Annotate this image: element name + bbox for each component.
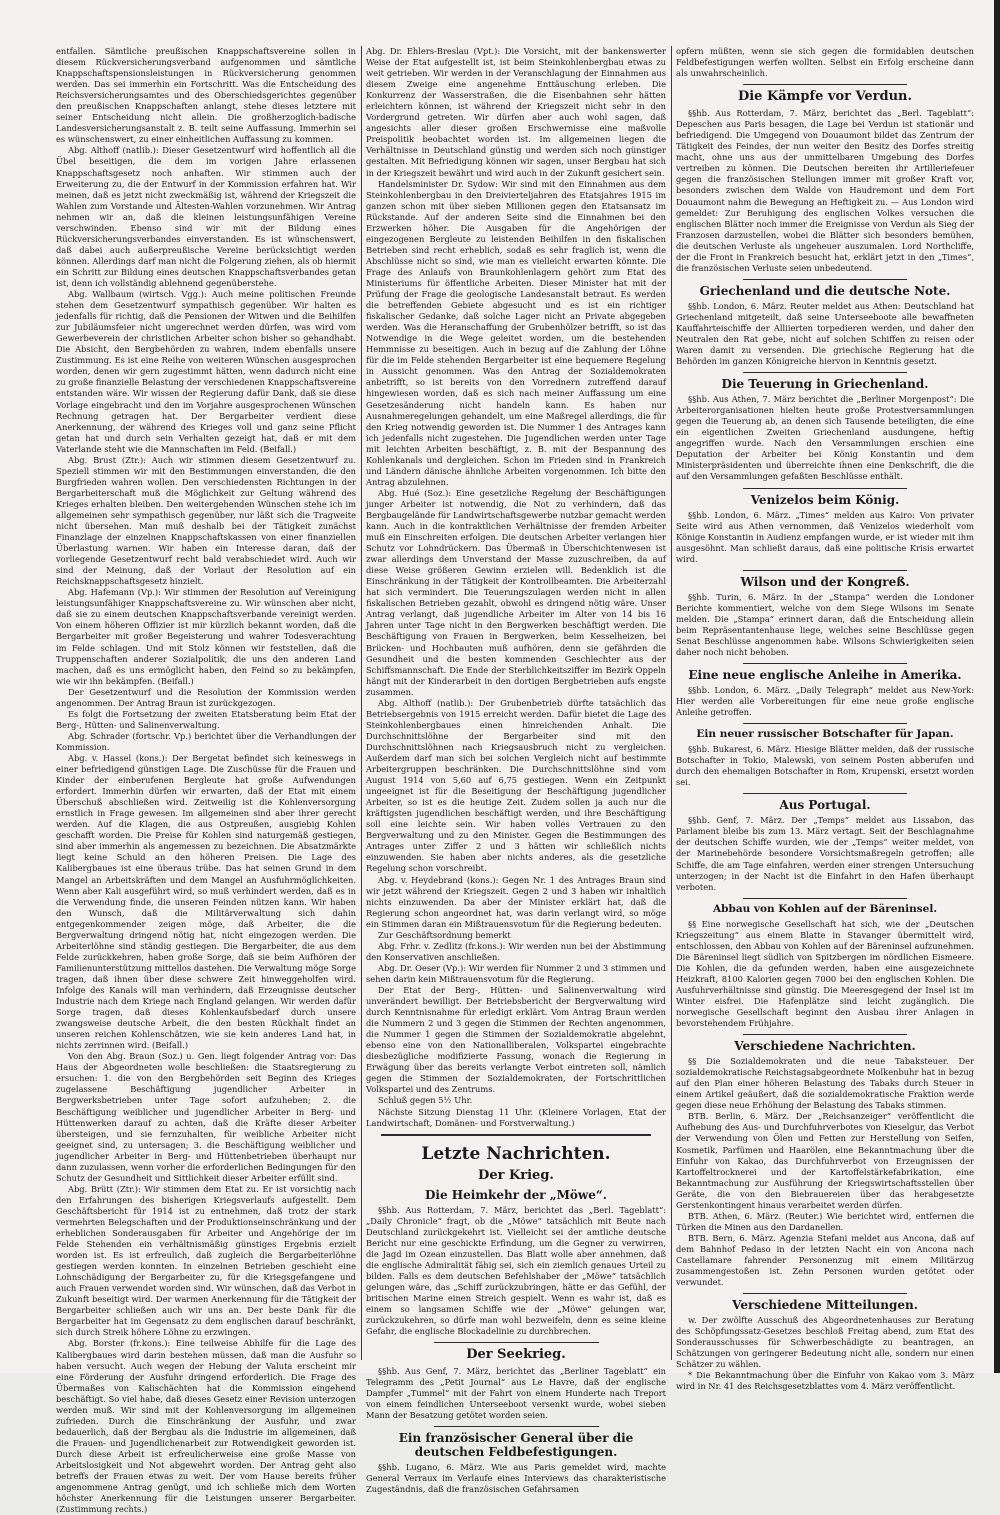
divider bbox=[743, 1293, 907, 1294]
heading-naval-war: Der Seekrieg. bbox=[466, 1347, 566, 1363]
column-1 bbox=[56, 46, 356, 1515]
article-paragraph: Abg. Brütt (Ztr.): Wir stimmen dem Etat zu. Er ist vorsichtig nach den Erfahrungen des bisherigen Kriegsverlaufs aufgestellt. Dem Geschäftsbericht für 1914 ist zu entnehmen, daß trotz der stark vermehrten Belegschaften und der Produktionseinschränkung und der erheblichen Sonderausgaben für Arbeiter und Angehörige der im Felde Stehenden ein verhältnismäßig günstiges Ergebnis erzielt worden ist. Es ist erfreulich, daß zugleich die Bergarbeiterlöhne gestiegen werden konnten. In einzelnen Betrieben geschieht eine Lohnschädigung der Bergarbeiter zu, für die Kriegsgefangene und auch Frauen verwendet worden sind. Wir wünschen, daß das Verbot in Zukunft beseitigt wird. Der warmen Anerkennung für die Tätigkeit der Bergarbeiter schließen auch wir uns an. Der beste Dank für die Bergarbeiter hat im Gegensatz zu dem englischen darauf beschränkt, sich durch Streik höhere Löhne zu erzwingen. bbox=[56, 1183, 356, 1338]
divider bbox=[743, 570, 907, 571]
divider bbox=[743, 793, 907, 794]
divider bbox=[743, 372, 907, 373]
article-paragraph: §§hb. London, 6. März. „Times“ melden aus Kairo: Von privater Seite wird aus Athen vernommen, daß Venizelos wiederholt vom Könige Konstantin in Audienz empfangen wurde, er ist wieder mit ihm ausgesöhnt. Man schließt daraus, daß eine politische Krisis erwartet wird. bbox=[676, 509, 974, 564]
article-paragraph: §§hb. Aus Genf, 7. März, berichtet das „Berliner Tageblatt“ ein Telegramm des „Petit Journal“ aus Le Havre, daß der englische Dampfer „Tummel“ mit der Fahrt von einem Hunderte nach Treport von einem feindlichen Unterseeboot versenkt wurde, wobei sieben Mann der Besatzung getötet worden seien. bbox=[366, 1366, 666, 1421]
article-paragraph: BTB. Berlin, 6. März. Der „Reichsanzeiger“ veröffentlicht die Aufhebung des Aus- und Durchfuhrverbotes von Kieselgur, das Verbot der Verwendung von Ölen und Fetten zur Herstellung von Seifen, Kosmetik, Parfümen und Haarölen, eine Bekanntmachung über die Einfuhr von Kakao, das Durchfuhrverbot von Erzeugnissen der Kartoffeltrocknerei und der Kartoffelstärkefabrikation, eine Bekanntmachung zur Ausführung der Kriegswirtschaftsstellen über Geräte, die von den Biebrauereien über das herabgesetzte Gerstenkontingent hinaus verarbeitet werden dürfen. bbox=[676, 1111, 974, 1210]
article-paragraph: §§hb. Genf, 7. März. Der „Temps“ meldet aus Lissabon, das Parlament bleibe bis zum 13. März vertagt. Seit der Beschlagnahme der deutschen Schiffe wurden, wie der „Temps“ weiter meldet, von der Marinebehörde besondere Vorsichtsmaßregeln getroffen; alle Schiffe, die am Tage einfahren, werden einer strengen Untersuchung unterzogen; in der Nacht ist die Einfahrt in den Hafen überhaupt verboten. bbox=[676, 815, 974, 892]
article-paragraph: §§ Eine norwegische Gesellschaft hat sich, wie der „Deutschen Kriegszeitung“ aus einem Blatte in Stavanger übermittelt wird, entschlossen, den Abbau von Kohlen auf der Bäreninsel aufzunehmen. Die Bäreninsel liegt südlich von Spitzbergen im nördlichen Eismeere. Die Kohlen, die da gefunden werden, haben eine ausgezeichnete Heizkraft, 8100 Kalorien gegen 7000 bei den englischen Kohlen. Die Ausfuhrverhältnisse sind günstig. Die Meeresgegend der Insel ist im Winter eisfrei. Die Hafenplätze sind leicht zugänglich. Die norwegische Gesellschaft beginnt den Ausbau ihrer Anlagen in bevorstehendem Frühjahre. bbox=[676, 918, 974, 1029]
heading-moewe: Die Heimkehr der „Möwe“. bbox=[425, 1187, 607, 1202]
article-paragraph: Nächste Sitzung Dienstag 11 Uhr. (Kleinere Vorlagen, Etat der Landwirtschaft, Domänen- und Forstverwaltung.) bbox=[366, 1106, 666, 1128]
article-paragraph: Abg. Borster (fr.kons.): Eine teilweise Abhilfe für die Lage des Kalibergbaues wird darin bestehen müssen, daß man die Ausfuhr so haben versucht. Auch wegen der Hebung der Valuta erscheint mir eine Förderung der Ausfuhr dringend erforderlich. Die Frage des Übermaßes von Kalischächten hat die Kommission eingehend beschäftigt. So viel habe, daß dieses Gesetz einer Revision unterzogen werden muß. Wir sind mit der Kohlenversorgung im allgemeinen zufrieden. Durch die Einschränkung der Ausfuhr, und zwar bedauerlich, daß der Bergbau als die Industrie im allgemeinen, daß die Frauen- und Jugendlichenarbeit zur Rotwendigkeit geworden ist. Durch diese Arbeit ist erfreulicherweise eine große Masse von Arbeitslosigkeit und Not abgewehrt worden. Der Antrag geht also betreffs der Frauen etwas zu weit. Der vom Hause bereits früher angenommene Antrag genügt, und ich schließe mich dem Worten höchster Anerkennung für die Leistungen unserer Bergarbeiter. (Zustimmung rechts.) bbox=[56, 1338, 356, 1515]
heading-portugal: Aus Portugal. bbox=[779, 798, 871, 813]
article-paragraph: Abg. Wallbaum (wirtsch. Vgg.): Auch meine politischen Freunde stehen dem Gesetzentwurf sympathisch gegenüber. Wir halten es jedenfalls für richtig, daß die Pensionen der Witwen und die Beihilfen zur Jubiläumsfeier nicht ungerechnet werden dürfen, was wird vom Gewerbeverein der christlichen Arbeiter schon bisher so gehandhabt. Die Absicht, den Bergbehörden zu wahren, indem ebenfalls unsere Zustimmung. Es ist eine Reihe von weiteren Wünschen ausgesprochen worden, denen wir gern zugestimmt hätten, wenn dadurch nicht eine zu große finanzielle Belastung der verschiedenen Knappschaftsvereine entstanden wäre. Wir wissen der Regierung dafür Dank, daß sie diese Vorlage eingebracht und den im Vorjahre ausgesprochenen Wünschen Rechnung getragen hat. Der Bergarbeiter verdient diese Anerkennung, der während des Krieges voll und ganz seine Pflicht getan hat und durch sein Verhalten gezeigt hat, daß er mit dem Vaterlande steht wie die Mannschaften im Feld. (Beifall.) bbox=[56, 289, 356, 454]
article-paragraph: §§ Die Sozialdemokraten und die neue Tabaksteuer. Der sozialdemokratische Reichstagsabgeordnete Molkenbuhr hat in bezug auf den Plan einer höheren Belastung des Tabaks durch Steuer in einem Artikel geäußert, daß die sozialdemokratische Fraktion werde gegen diese neue Erhöhung der Belastung des Tabaks stimmen. bbox=[676, 1056, 974, 1111]
article-paragraph: §§hb. Aus Rotterdam, 7. März, berichtet das „Berl. Tageblatt“: „Daily Chronicle“ fragt, ob die „Möwe“ tatsächlich mit Beute nach Deutschland zurückgekehrt ist. Vielleicht sei der amtliche deutsche Bericht nur eine geschickte Erfindung, um die Gegner zu verwirren, die Jagd im Ozean einzustellen. Das Blatt wolle aber annehmen, daß die englische Admiralität fähig sei, sich ein ziemlich genaues Urteil zu bilden. Falls es dem deutschen Befehlshaber der „Möwe“ tatsächlich gelungen wäre, das „Schiff zurückzubringen, hätte er das Gefühl, der britischen Marine einen Streich gespielt. Wenn es wahr ist, daß es einem so langsamen Schiffe wie der „Möwe“ gelungen war, zurückzukehren, so dürfe man wohl bezweifeln, denn es seine kleine Gefahr, die englische Blockadelinie zu durchbrechen. bbox=[366, 1204, 666, 1337]
article-paragraph: §§hb. Aus Athen, 7. März berichtet die „Berliner Morgenpost“: Die Arbeiterorganisationen hielten heute große Protestversammlungen gegen die Teuerung ab, an denen sich Tausende beteiligten, die eine ein eigentlichen Zweiten Griechenland ausdungene, heftig angegriffen wurde. Nach den Versammlungen erschien eine Deputation der Arbeiter bei König Konstantin und dem Ministerpräsidenten und überreichte ihnen eine Denkschrift, die die auf den Versammlungen gefaßten Beschlüsse enthält. bbox=[676, 394, 974, 482]
article-paragraph: §§hb. Aus Rotterdam, 7. März, berichtet das „Berl. Tageblatt“: Depeschen aus Paris besagen, die Lage bei Verdun ist stationär und befriedigend. Die Umgegend von Douaumont bildet das Zentrum der Tätigkeit des Feindes, der nun weiter den Besitz des Dorfes streitig macht, ohne uns aus der unmittelbaren Umgebung des Dorfes vertreiben zu können. Die Deutschen bereiten ihr Artilleriefeuer gegen die französischen Stellungen immer mit großer Kraft vor, besonders zwischen dem Walde von Haudremont und dem Fort Douaumont nahm die Bewegung an Heftigkeit zu. — Aus London wird gemeldet: Zur Beruhigung des englischen Volkes versuchen die englischen Blätter noch immer die Ereignisse von Verdun als Sieg der Franzosen darzustellen, wobei die Blätter sich besonders bemühen, die deutschen Verluste als ungeheuer auszumalen. Lord Northcliffe, der die Front in Frankreich besucht hat, erklärt jetzt in den „Times“, die französischen Verluste seien unbedeutend. bbox=[676, 108, 974, 273]
article-paragraph: BTB. Athen, 6. März. (Reuter.) Wie berichtet wird, entfernen die Türken die Minen aus den Dardanellen. bbox=[676, 1210, 974, 1232]
article-paragraph: §§hb. Turin, 6. März. In der „Stampa“ werden die Londoner Berichte kommentiert, welche von dem Siege Wilsons im Senate melden. Die „Stampa“ erinnert daran, daß die Entscheidung allein beim Repräsentantenhause liege, welches seine Beschlüsse gegen Senat Beschlüsse angenommen habe. Wilsons Schwierigkeiten seien daher noch nicht behoben. bbox=[676, 591, 974, 657]
article-paragraph: Zur Geschäftsordnung bemerkt bbox=[378, 929, 511, 940]
heading-greece-prices: Die Teuerung in Griechenland. bbox=[721, 377, 929, 392]
scan-edge bbox=[994, 0, 1000, 1373]
article-paragraph: Abg. Althoff (natlib.): Der Grubenbetrieb dürfte tatsächlich das Betriebsergebnis von 1915 erreicht werden. Dafür bietet die Lage des Steinkohlenbergbaues einen hinreichenden Anhalt. Die Durchschnittslöhne der Bergarbeiter sind mit den Durchschnittslöhnen nach Kriegsausbruch nicht zu vergleichen. Außerdem darf man sich bei solchen Vergleich nicht auf bestimmte Arbeitergruppen beschränken. Die Durchschnittslöhne sind vom August 1914 von 5,60 auf 6,75 gestiegen. Wenn ein Zeitpunkt ungeeignet ist für die Beseitigung der Beschäftigung jugendlicher Arbeiter, so ist es die heutige Zeit. Zudem sollen ja auch nur die kräftigsten jugendlichen beschäftigt werden, und ihre Beschäftigung soll eine leichte sein. Wir haben volles Vertrauen zu den Bergverwaltung und zu den Minister. Gegen die Bestimmungen des Antrages unter Ziffer 2 und 3 hätten wir schließlich nichts einzuwenden. Sie haben aber nichts anderes, als die gesetzliche Regelung schon vorschreibt. bbox=[366, 697, 666, 874]
heading-verdun: Die Kämpfe vor Verdun. bbox=[737, 89, 913, 105]
article-paragraph: Abg. Dr. Ehlers-Breslau (Vpt.): Die Vorsicht, mit der bankenswerter Weise der Etat aufgestellt ist, ist beim Steinkohlenbergbau etwas zu weit getrieben. Wir werden in der Veranschlagung der Einnahmen aus diesem Zweige eine angenehme Enttäuschung erleben. Die Konkurrenz der Wasserstraßen, die die Eisenbahnen sehr hätten erleichtern können, ist während der Kriegszeit nicht sehr in den Vordergrund getreten. Wir dürfen aber auch wohl sagen, daß angesichts aller dieser großen Erschwernisse eine maßvolle Preispolitik beobachtet worden ist. Im allgemeinen liegen die Verhältnisse in Deutschland günstig und werden sich noch günstiger gestalten. Mit Befriedigung können wir sagen, unser Bergbau hat sich in der Kriegszeit bewährt und wird auch in der Zukunft gesichert sein. bbox=[366, 46, 666, 178]
article-paragraph: * Die Bekanntmachung über die Einfuhr von Kakao vom 3. März wird in Nr. 41 des Reichsgesetzblattes vom 4. März veröffentlicht. bbox=[676, 1370, 974, 1392]
heading-venizelos: Venizelos beim König. bbox=[750, 492, 900, 507]
heading-misc-news: Verschiedene Nachrichten. bbox=[734, 1039, 916, 1054]
heading-russian-ambassador: Ein neuer russischer Botschafter für Japan. bbox=[696, 728, 954, 741]
article-paragraph: Der Gesetzentwurf und die Resolution der Kommission werden angenommen. Der Antrag Braun ist zurückgezogen. bbox=[56, 686, 356, 708]
section-divider bbox=[381, 1134, 651, 1136]
article-paragraph: Abg. v. Heydebrand (kons.): Gegen Nr. 1 des Antrages Braun sind wir jetzt während der Kriegszeit. Gegen 2 und 3 haben wir inhaltlich nichts einzuwenden. Da aber der Minister erklärt hat, daß die Regierung schon angeordnet hat, was darin verlangt wird, so möge ein Stimmen daran ein Mißtrauensvotum für die Regierung bedeuten. bbox=[366, 874, 666, 929]
divider bbox=[743, 663, 907, 664]
article-paragraph: w. Der zwölfte Ausschuß des Abgeordnetenhauses zur Beratung des Schöpfungssatz-Gesetzes beschloß Freitag abend, zum Etat des Sonderausschusses für Schwerbeschädigte zu beantragen, an Schätzungen von geringerer Bedeutung nicht alle, sondern nur einen Schätzer zu wählen. bbox=[676, 1315, 974, 1370]
article-paragraph: §§hb. Bukarest, 6. März. Hiesige Blätter melden, daß der russische Botschafter in Tokio, Malewski, von seinem Posten abberufen und durch den ehemaligen Botschafter in Rom, Krupenski, ersetzt worden sei. bbox=[676, 744, 974, 788]
article-paragraph: opfern müßten, wenn sie sich gegen die formidablen deutschen Feldbefestigungen werfen wollten. Selbst ein Erfolg erscheine dann als unwahrscheinlich. bbox=[676, 46, 974, 79]
heading-war: Der Krieg. bbox=[478, 1167, 554, 1183]
heading-english-loan: Eine neue englische Anleihe in Amerika. bbox=[688, 668, 962, 683]
article-paragraph: §§hb. Lugano, 6. März. Wie aus Paris gemeldet wird, machte General Verraux im Verlaufe eines Interviews das charakteristische Zugeständnis, daß die französischen Gefahrsamen bbox=[366, 1462, 666, 1495]
divider bbox=[743, 84, 907, 85]
article-paragraph: Schluß gegen 5½ Uhr. bbox=[378, 1095, 473, 1106]
column-rule bbox=[361, 46, 362, 1360]
article-paragraph: Abg. Hué (Soz.): Eine gesetzliche Regelung der Beschäftigungen junger Arbeiter ist notwendig, die Not zu verhindern, daß das Bergbaugelände für Landwirtschaftsgewerbe nutzbar gemacht werden kann. Auch in die kontraktlichen Verhältnisse der fremden Arbeiter muß ein Einschreiten erfolgen. Die deutschen Arbeiter verlangen hier Schutz vor Lohndrückern. Das Übermaß in Überschichtenwesen ist zwar allerdings dem Unverstand der Masse zuzuschreiben, da auf diese Weise größeren Gewinn erzielen will. Bedenklich ist die Einschränkung in der Tätigkeit der Kontrollbeamten. Die Arbeiterzahl hat sich vermindert. Die Teuerungszulagen werden nicht in allen fiskalischen Betrieben gezahlt, obwohl es dringend nötig wäre. Unser Antrag verlangt, daß jugendliche Arbeiter im Alter von 14 bis 16 Jahren unter Tage nicht in den Bergwerken beschäftigt werden. Die Beschäftigung von Frauen in Bergwerken, beim Kesselheizen, bei Brücken- und Hochbauten muß aufhören, denn sie gefährden die Gesundheit und die besten kommenden Geschlechter aus der Schiffsmannschaft. Die Ende der Sterblichkeitsziffer im Bezirk Oppeln hängt mit der Kinderarbeit in den dortigen Bergbetrieben aufs engste zusammen. bbox=[366, 487, 666, 697]
article-paragraph: BTB. Bern, 6. März. Agenzia Stefani meldet aus Ancona, daß auf dem Bahnhof Pedaso in der letzten Nacht ein von Ancona nach Castellamare fahrender Personenzug mit einem Militärzug zusammengestoßen ist. Zehn Personen wurden getötet oder verwundet. bbox=[676, 1232, 974, 1288]
divider bbox=[743, 723, 907, 724]
article-paragraph: entfallen. Sämtliche preußischen Knappschaftsvereine sollen in diesem Rückversicherungsverband aufgenommen und sämtliche Knappschaftspensionsleistungen in Rückversicherung genommen werden. Das sei immerhin ein Fortschritt. Was die Entscheidung des Reichsversicherungsamtes und des Oberschiedsgerichtes gegenüber den preußischen Knappschaften anlangt, stehe dieses letztere mit seiner Entscheidung nicht allein. Die großherzoglich-badische Landesversicherungsanstalt z. B. teilt seine Auffassung. Immerhin sei es wünschenswert, zu einer einheitlichen Auffassung zu kommen. bbox=[56, 46, 356, 145]
heading-misc-notices: Verschiedene Mitteilungen. bbox=[732, 1298, 918, 1313]
article-paragraph: Abg. Dr. Oeser (Vp.): Wir werden für Nummer 2 und 3 stimmen und sehen darin kein Mißtrauensvotum für die Regierung. bbox=[366, 962, 666, 984]
column-3 bbox=[676, 46, 974, 1392]
column-rule bbox=[671, 46, 672, 1360]
divider bbox=[743, 279, 907, 280]
heading-greece-note: Griechenland und die deutsche Note. bbox=[699, 283, 951, 298]
divider bbox=[743, 488, 907, 489]
article-paragraph: §§hb. London, 6. März. „Daily Telegraph“ meldet aus New-York: Hier werden alle Vorbereitungen für eine neue große englische Anleihe getroffen. bbox=[676, 685, 974, 718]
article-paragraph: Abg. Frhr. v. Zedlitz (fr.kons.): Wir werden nun bei der Abstimmung den Konservativen anschließen. bbox=[366, 940, 666, 962]
section-heading-latest-news: Letzte Nachrichten. bbox=[421, 1143, 611, 1164]
divider bbox=[743, 1034, 907, 1035]
article-paragraph: Es folgt die Fortsetzung der zweiten Etatsberatung beim Etat der Berg-, Hütten- und Salinenverwaltung. bbox=[56, 708, 356, 730]
article-paragraph: Abg. Brust (Ztr.): Auch wir stimmen diesem Gesetzentwurf zu. Speziell stimmen wir mit den Bestimmungen einverstanden, die den Burgfrieden wahren wollen. Den verschiedensten Richtungen in der Bergarbeiterschaft muß die Möglichkeit zur Geltung während des Krieges erhalten bleiben. Den weitergehenden Wünschen stehe ich im allgemeinen sehr sympathisch gegenüber, nur läßt sich die Tragweite nicht übersehen. Man muß deshalb bei der Tätigkeit zunächst Finanzlage der einzelnen Knappschaftskassen von einer finanziellen Überlastung warnen. Wir haben ein Interesse daran, daß der vorliegende Gesetzentwurf recht bald verabschiedet wird. Auch wir sind der Meinung, daß der Vorlaut der Resolution auf ein Reichsknappschaftsgesetz hinzielt. bbox=[56, 454, 356, 587]
heading-baeren-island: Abbau von Kohlen auf der Bäreninsel. bbox=[712, 902, 937, 915]
divider bbox=[434, 1426, 599, 1427]
article-paragraph: Von den Abg. Braun (Soz.) u. Gen. liegt folgender Antrag vor: Das Haus der Abgeordneten wolle beschließen: die Staatsregierung zu ersuchen: 1. die von den Bergbehörden seit Beginn des Krieges zugelassene Beschäftigung jugendlicher Arbeiter in Bergwerksbetrieben unter Tage sofort aufzuheben; 2. die Beschäftigung weiblicher und jugendlicher Arbeiter in Berg- und Hüttenwerken darauf zu achten, daß die Kräfte dieser Arbeiter übersteigen, und sie fernzuhalten, für weibliche Arbeiter nicht geeignet sind, zu untersagen; 3. die Beschäftigung weiblicher und jugendlicher Arbeiter in Berg- und Hüttenbetrieben überhaupt nur dann zuzulassen, wenn vorher die erforderlichen Bedingungen für den Schutz der Gesundheit und Sittlichkeit dieser Arbeiter erfüllt sind. bbox=[56, 1051, 356, 1183]
article-paragraph: Abg. Schrader (fortschr. Vp.) berichtet über die Verhandlungen der Kommission. bbox=[56, 730, 356, 752]
article-paragraph: Handelsminister Dr. Sydow: Wir sind mit den Einnahmen aus dem Steinkohlenbergbau in den Dreivierteljahren des Etatsjahres 1915 im ganzen schon mit über sieben Millionen gegen den Etatsansatz im Rückstande. Auf der anderen Seite sind die Einnahmen bei den Erzwerken höher. Die Ausgaben für die Angehörigen der eingezogenen Bergleute zu leistenden Beihilfen in den fiskalischen Betrieben sind recht erheblich, sodaß es sehr fraglich ist, wenn die Abschlüsse nicht so sind, wie man es vielleicht erwarten könnte. Die Frage des Anlaufs von Braunkohlenlagern gehört zum Etat des Ministeriums für öffentliche Arbeiten. Dieser Minister hat mit der Prüfung der Frage die geologische Landesanstalt betraut. Es werden die betreffenden Gebiete abgesucht und es ist ein richtiger fiskalischer Gedanke, daß solche Lager nicht an Private abgegeben werden. Was die Heranschaffung der Grubenhölzer betrifft, so ist das Notwendige in die Wege geleitet worden, um die bestehenden Hemmnisse zu beseitigen. Auch in bezug auf die Zahlung der Löhne für die im Felde stehenden Bergarbeiter ist eine bequemere Regelung in Aussicht genommen. Was den Antrag der Sozialdemokraten anbetrifft, so ist bereits von den Vorrednern zutreffend darauf hingewiesen worden, daß es sich nach meiner Auffassung um eine Gesetzesänderung nicht handeln kann. Es haben nur Ausnahmeregelungen gehandelt, um eine Maßregel allerdings, die für den Krieg notwendig geworden ist. Die Nummer 1 des Antrages kann ich jedenfalls nicht zugestehen. Die Jugendlichen werden unter Tage mit leichten Arbeiten beschäftigt, z. B. mit der Bespannung des Kohlenkanals und dergleichen. Schon im Frieden sind in Frankreich und Ländern dänische ähnliche Arbeiten vorgenommen. Ich bitte den Antrag abzulehnen. bbox=[366, 178, 666, 487]
heading-wilson: Wilson und der Kongreß. bbox=[740, 574, 910, 589]
article-paragraph: Der Etat der Berg-, Hütten- und Salinenverwaltung wird unverändert bewilligt. Der Betriebsbericht der Bergverwaltung wird durch Kenntnisnahme für erledigt erklärt. Vom Antrag Braun werden die Nummern 2 und 3 gegen die Stimmen der Rechten angenommen, die Nummer 1 gegen die Stimmen der Sozialdemokratie abgelehnt, ebenso eine von den Nationalliberalen, Volkspartei eingebrachte diesbezügliche modifizierte Fassung, wonach die Regierung in Erwägung über das bereits verlangte Verbot eintreten soll, nämlich gegen die Stimmen der Sozialdemokraten, der Fortschrittlichen Volkspartei und des Zentrums. bbox=[366, 984, 666, 1095]
divider bbox=[434, 1342, 599, 1343]
divider bbox=[743, 898, 907, 899]
article-paragraph: Abg. Hafemann (Vp.): Wir stimmen der Resolution auf Vereinigung leistungsunfähiger Knappschaftsvereine zu. Wir wünschen aber nicht, daß sie zu einem deutschen Knappschaftsverbande vereinigt werden. Von einem höheren Offizier ist mir kürzlich bekannt worden, daß die Bergarbeiter mit großer Begeisterung und wahrer Todesverachtung im Felde schlagen. Und mit Stolz können wir feststellen, daß die Truppenschaften anderer Sozialpolitik, die uns den anderen Land machen, daß es uns ermöglicht haben, den Feind so zu bekämpfen, wie wir ihn bekämpfen. (Beifall.) bbox=[56, 587, 356, 686]
article-paragraph: Abg. Althoff (natlib.): Dieser Gesetzentwurf wird hoffentlich all die Übel beseitigen, die dem im vorigen Jahre erlassenen Knappschaftsgesetz noch anhaften. Wir stimmen auch der Erweiterung zu, die der Entwurf in der Kommission erfahren hat. Wir meinen, daß es jetzt nicht zweckmäßig ist, während der Kriegszeit die Wahlen zum Vorstande und Ältesten-Wahlen vorzunehmen. Wir Antrag nehmen wir an, daß die kleinen leistungsunfähigen Vereine verschwinden. Ebenso sind wir mit der Bildung eines Rückversicherungsverbandes einverstanden. Es ist wünschenswert, daß dabei auch außerpreußische Vereine berücksichtigt werden können. Allerdings darf man nicht die Folgerung ziehen, als ob hiermit ein Schritt zur Bildung eines deutschen Knappschaftsverbandes getan ist, denn ich vollständig ablehnend gegenüberstehe. bbox=[56, 145, 356, 288]
heading-french-general: Ein französischer General über die deutschen Feldbefestigungen. bbox=[398, 1431, 634, 1460]
article-paragraph: Abg. v. Hassel (kons.): Der Bergetat befindet sich keineswegs in einer befriedigend günstigen Lage. Die Zuschüsse für die Frauen und Kinder der einberufenen Bergleute hat große Aufwendungen erfordert. Immerhin dürfen wir erwarten, daß der Etat mit einem Überschuß abschließen wird. Zeitweilig ist die Kohlenversorgung ernstlich in Frage gewesen. Im allgemeinen sind aber ihrer gerecht werden. Auf die Klagen, die aus Ostpreußen, ausgiebig Kohlen geschafft worden. Die Preise für Kohlen sind naturgemäß gestiegen, sind aber immerhin als angemessen zu bezeichnen. Die Absatzmärkte liegt keine Schuld an den höheren Preisen. Die Lage des Kalibergbaues ist eine überaus trübe. Das hat seinen Grund in dem Mangel an Arbeitskräften und dem Mangel an Ausfuhrmöglichkeiten. Wenn aber Kali ausgeführt wird, so muß verhindert werden, daß es in die Verwendung finde, die unseren Feinden nützen kann. Wir haben den Wunsch, daß die Militärverwaltung sich dahin entgegenkommender zeigen möge, daß Arbeiter, die die Bergverwaltung dringend nötig hat, nicht eingezogen werden. Die Arbeiterlöhne sind ständig gestiegen. Die Bergarbeiter, die aus dem Felde zurückkehren, haben große Sorge, daß sie beim Aufhören der Familienunterstützung mittellos dastehen. Die Verwaltung möge Sorge tragen, daß ihnen über diese schwere Zeit hinweggeholfen wird. Infolge des Kanals will man verhindern, daß Erzeugnisse deutscher Industrie nach dem Kriege nach England gelangen. Wir werden dafür Sorge tragen, daß dieses Kohlenkaufsbedarf durch unsere zwangsweise deutsche Arbeit, die den besten Rückhalt findet an unseren reichen Kohlenschätzen, wie sie kein anderes Land hat, in nichts zerrinnen wird. (Beifall.) bbox=[56, 753, 356, 1051]
column-2 bbox=[366, 46, 666, 1495]
article-paragraph: §§hb. London, 6. März. Reuter meldet aus Athen: Deutschland hat Griechenland mitgeteilt, daß seine Unterseeboote alle bewaffneten Kauffahrteischiffe der Alliierten torpedieren werden, und daher den Neutralen den Rat gebe, nicht auf solchen Schiffen zu reisen oder Waren damit zu versenden. Die griechische Regierung hat die Behörden im ganzen Königreiche hiervon in Kenntnis gesetzt. bbox=[676, 300, 974, 367]
